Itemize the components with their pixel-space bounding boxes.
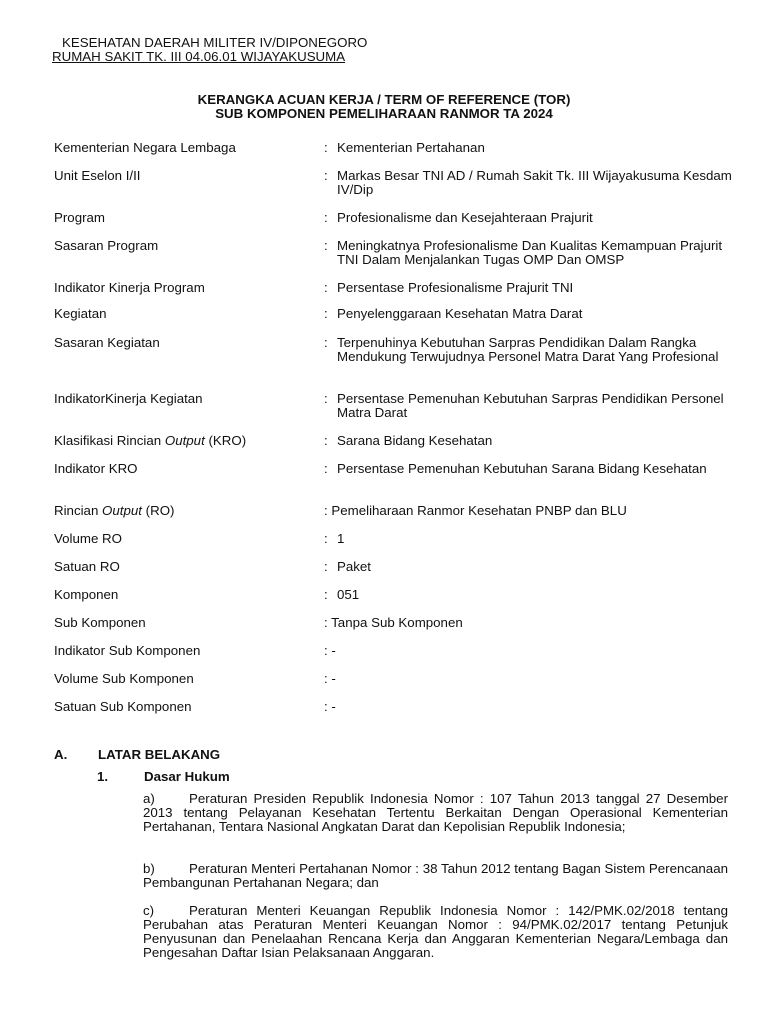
field-label-emphasis: Output — [102, 503, 142, 518]
field-value: : - — [324, 699, 336, 714]
field-value: : Tanpa Sub Komponen — [324, 615, 463, 630]
field-label: Kementerian Negara Lembaga — [54, 140, 236, 155]
field-colon: : — [324, 587, 328, 602]
header-line-2: RUMAH SAKIT TK. III 04.06.01 WIJAYAKUSUMA — [52, 49, 346, 64]
legal-basis-paragraph-b — [143, 862, 728, 890]
field-colon: : — [324, 531, 328, 546]
field-value: Persentase Pemenuhan Kebutuhan Sarpras Pendidikan Personel Matra Darat — [337, 391, 724, 420]
field-label: Sasaran Program — [54, 238, 159, 253]
field-colon: : — [324, 168, 328, 183]
field-value: Markas Besar TNI AD / Rumah Sakit Tk. III Wijayakusuma Kesdam IV/Dip — [337, 168, 732, 197]
field-value: Terpenuhinya Kebutuhan Sarpras Pendidikan Dalam Rangka Mendukung Terwujudnya Personel Matra Darat Yang Profesional — [337, 335, 719, 364]
paragraph-label: c) — [143, 903, 155, 918]
field-colon: : — [324, 238, 328, 253]
field-value: Persentase Pemenuhan Kebutuhan Sarana Bidang Kesehatan — [337, 461, 707, 476]
field-value: 051 — [337, 587, 360, 602]
field-label-emphasis: Output — [164, 433, 205, 448]
field-value: Profesionalisme dan Kesejahteraan Prajurit — [337, 210, 593, 225]
field-value: : Pemeliharaan Ranmor Kesehatan PNBP dan BLU — [324, 503, 627, 518]
field-label: Kegiatan — [54, 306, 107, 321]
section-title: LATAR BELAKANG — [98, 747, 221, 762]
document-title — [0, 93, 768, 121]
field-colon: : — [324, 461, 328, 476]
field-label: Volume Sub Komponen — [54, 671, 194, 686]
title-line-2: SUB KOMPONEN PEMELIHARAAN RANMOR TA 2024 — [215, 106, 553, 121]
field-label: Sasaran Kegiatan — [54, 335, 160, 350]
paragraph-label: a) — [143, 791, 155, 806]
field-colon: : — [324, 559, 328, 574]
field-colon: : — [324, 335, 328, 350]
field-value: : - — [324, 643, 336, 658]
field-label: Program — [54, 210, 105, 225]
field-label-text: Klasifikasi Rincian — [54, 433, 165, 448]
section-letter: A. — [54, 747, 68, 762]
field-value: : - — [324, 671, 336, 686]
field-label: Sub Komponen — [54, 615, 146, 630]
field-colon: : — [324, 306, 328, 321]
field-colon: : — [324, 140, 328, 155]
field-colon: : — [324, 391, 328, 406]
legal-basis-paragraph-a — [143, 792, 728, 834]
field-label: Unit Eselon I/II — [54, 168, 141, 183]
field-label: Volume RO — [54, 531, 122, 546]
paragraph-text: Peraturan Presiden Republik Indonesia Nomor : 107 Tahun 2013 tanggal 27 Desember 2013 tentang Pelayanan Kesehatan Tertentu Berkaitan Dengan Operasional Kementerian Pertahanan, Tentara Nasional Angkatan Darat dan Kepolisian Republik Indonesia; — [143, 791, 728, 834]
field-value: Sarana Bidang Kesehatan — [337, 433, 493, 448]
header-line-1: KESEHATAN DAERAH MILITER IV/DIPONEGORO — [62, 35, 368, 50]
field-value: Paket — [337, 559, 372, 574]
field-label-text: Rincian — [54, 503, 103, 518]
field-value: Persentase Profesionalisme Prajurit TNI — [337, 280, 574, 295]
field-label-text: (KRO) — [204, 433, 247, 448]
document-header — [52, 36, 367, 64]
field-colon: : — [324, 210, 328, 225]
field-label: Indikator Sub Komponen — [54, 643, 201, 658]
field-value: Kementerian Pertahanan — [337, 140, 485, 155]
field-value: Penyelenggaraan Kesehatan Matra Darat — [337, 306, 583, 321]
field-label: IndikatorKinerja Kegiatan — [54, 391, 203, 406]
field-label-text: (RO) — [141, 503, 175, 518]
field-label: Indikator Kinerja Program — [54, 280, 205, 295]
field-label: Satuan RO — [54, 559, 120, 574]
field-colon: : — [324, 280, 328, 295]
legal-basis-paragraph-c — [143, 904, 728, 960]
paragraph-text: Peraturan Menteri Keuangan Republik Indonesia Nomor : 142/PMK.02/2018 tentang Perubahan atas Peraturan Menteri Keuangan Nomor : 94/PMK.02/2017 tentang Petunjuk Penyusunan dan Penelaahan Rencana Kerja dan Anggaran Kementerian Negara/Lembaga dan Pengesahan Daftar Isian Pelaksanaan Anggaran. — [143, 903, 728, 960]
field-label — [54, 434, 316, 448]
paragraph-label: b) — [143, 861, 155, 876]
field-value: 1 — [337, 531, 345, 546]
title-line-1: KERANGKA ACUAN KERJA / TERM OF REFERENCE (TOR) — [197, 92, 571, 107]
subsection-title: Dasar Hukum — [144, 769, 230, 784]
subsection-number: 1. — [97, 769, 109, 784]
field-label: Indikator KRO — [54, 461, 138, 476]
paragraph-text: Peraturan Menteri Pertahanan Nomor : 38 Tahun 2012 tentang Bagan Sistem Perencanaan Pembangunan Pertahanan Negara; dan — [143, 861, 728, 890]
field-colon: : — [324, 433, 328, 448]
field-label: Komponen — [54, 587, 119, 602]
field-label: Satuan Sub Komponen — [54, 699, 192, 714]
field-value: Meningkatnya Profesionalisme Dan Kualitas Kemampuan Prajurit TNI Dalam Menjalankan Tugas OMP Dan OMSP — [337, 238, 723, 267]
field-label — [54, 504, 316, 518]
